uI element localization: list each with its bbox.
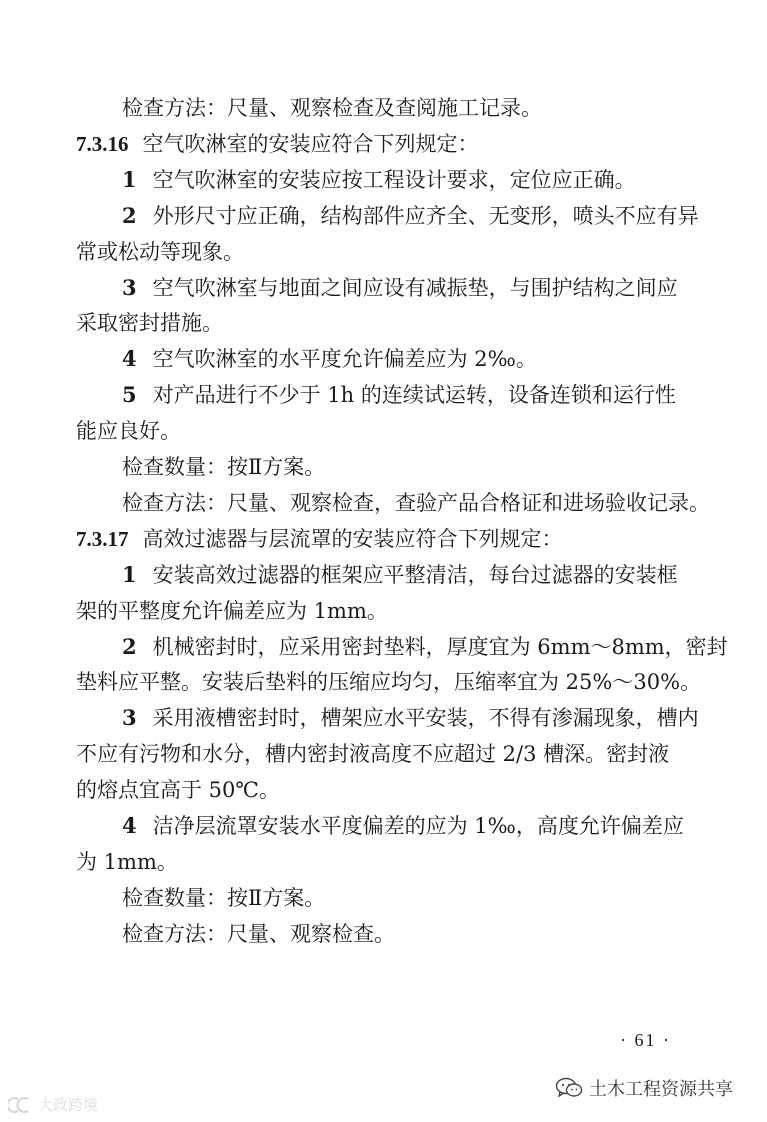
line-text: 架的平整度允许偏差应为 1mm。 bbox=[76, 598, 388, 623]
clause-text: 空气吹淋室的安装应符合下列规定： bbox=[142, 131, 479, 156]
item-number: 2 bbox=[122, 633, 137, 659]
line-text: 能应良好。 bbox=[76, 419, 181, 444]
text-line bbox=[0, 846, 767, 878]
list-item bbox=[0, 379, 767, 411]
clause-heading bbox=[0, 523, 767, 555]
item-number: 4 bbox=[122, 346, 137, 372]
list-item bbox=[0, 164, 767, 196]
item-number: 4 bbox=[122, 813, 137, 838]
list-item bbox=[0, 343, 767, 375]
text-line bbox=[0, 487, 767, 519]
line-text: 常或松动等现象。 bbox=[76, 239, 244, 264]
footer-source bbox=[555, 1075, 733, 1101]
line-text: 垫料应平整。安装后垫料的压缩应均匀，压缩率宜为 25%～30%。 bbox=[76, 670, 702, 695]
item-number: 1 bbox=[122, 166, 137, 192]
circle-logo-icon bbox=[8, 1096, 34, 1114]
item-text: 外形尺寸应正确，结构部件应齐全、无变形，喷头不应有异 bbox=[152, 203, 699, 228]
list-item bbox=[0, 631, 767, 663]
page-number: · 61 · bbox=[620, 1030, 671, 1050]
list-item bbox=[0, 559, 767, 591]
text-line bbox=[0, 918, 767, 950]
line-text: 检查方法：尺量、观察检查及查阅施工记录。 bbox=[122, 96, 542, 120]
text-line bbox=[0, 774, 767, 806]
text-line bbox=[0, 738, 767, 770]
line-text: 采取密封措施。 bbox=[76, 311, 223, 336]
text-line bbox=[0, 92, 767, 124]
clause-text: 高效过滤器与层流罩的安装应符合下列规定： bbox=[142, 526, 563, 551]
list-item bbox=[0, 272, 767, 304]
watermark-label: 大政跨境 bbox=[38, 1096, 99, 1114]
item-number: 2 bbox=[122, 202, 137, 228]
text-line bbox=[0, 236, 767, 268]
line-text: 为 1mm。 bbox=[76, 849, 178, 874]
list-item bbox=[0, 810, 767, 842]
text-line bbox=[0, 451, 767, 483]
line-text: 检查数量：按Ⅱ方案。 bbox=[122, 885, 326, 910]
item-number: 3 bbox=[122, 705, 137, 731]
item-text: 空气吹淋室与地面之间应设有减振垫，与围护结构之间应 bbox=[152, 275, 678, 300]
item-text: 空气吹淋室的水平度允许偏差应为 2‰。 bbox=[152, 347, 537, 372]
item-number: 5 bbox=[122, 382, 137, 408]
text-line bbox=[0, 307, 767, 339]
list-item bbox=[0, 702, 767, 734]
clause-heading bbox=[0, 128, 767, 160]
watermark bbox=[8, 1094, 98, 1115]
line-text: 检查方法：尺量、观察检查。 bbox=[122, 921, 395, 946]
text-line bbox=[0, 415, 767, 447]
item-number: 3 bbox=[122, 274, 137, 300]
footer-source-label: 土木工程资源共享 bbox=[589, 1079, 733, 1100]
item-text: 对产品进行不少于 1h 的连续试运转，设备连锁和运行性 bbox=[152, 383, 676, 408]
item-text: 机械密封时，应采用密封垫料，厚度宜为 6mm～8mm，密封 bbox=[152, 634, 728, 659]
text-line bbox=[0, 595, 767, 627]
line-text: 不应有污物和水分，槽内密封液高度不应超过 2/3 槽深。密封液 bbox=[76, 742, 670, 767]
text-line bbox=[0, 666, 767, 698]
wechat-icon bbox=[555, 1077, 583, 1099]
text-line bbox=[0, 882, 767, 914]
line-text: 检查数量：按Ⅱ方案。 bbox=[122, 455, 326, 479]
item-text: 空气吹淋室的安装应按工程设计要求，定位应正确。 bbox=[152, 167, 636, 192]
clause-number: 7.3.17 bbox=[76, 526, 129, 551]
item-text: 安装高效过滤器的框架应平整清洁，每台过滤器的安装框 bbox=[152, 562, 678, 587]
list-item bbox=[0, 200, 767, 232]
item-text: 采用液槽密封时，槽架应水平安装，不得有渗漏现象，槽内 bbox=[152, 706, 699, 731]
line-text: 的熔点宜高于 50℃。 bbox=[76, 778, 280, 803]
clause-number: 7.3.16 bbox=[76, 131, 129, 156]
item-text: 洁净层流罩安装水平度偏差的应为 1‰，高度允许偏差应 bbox=[152, 814, 684, 838]
line-text: 检查方法：尺量、观察检查，查验产品合格证和进场验收记录。 bbox=[122, 490, 710, 515]
item-number: 1 bbox=[122, 561, 137, 587]
